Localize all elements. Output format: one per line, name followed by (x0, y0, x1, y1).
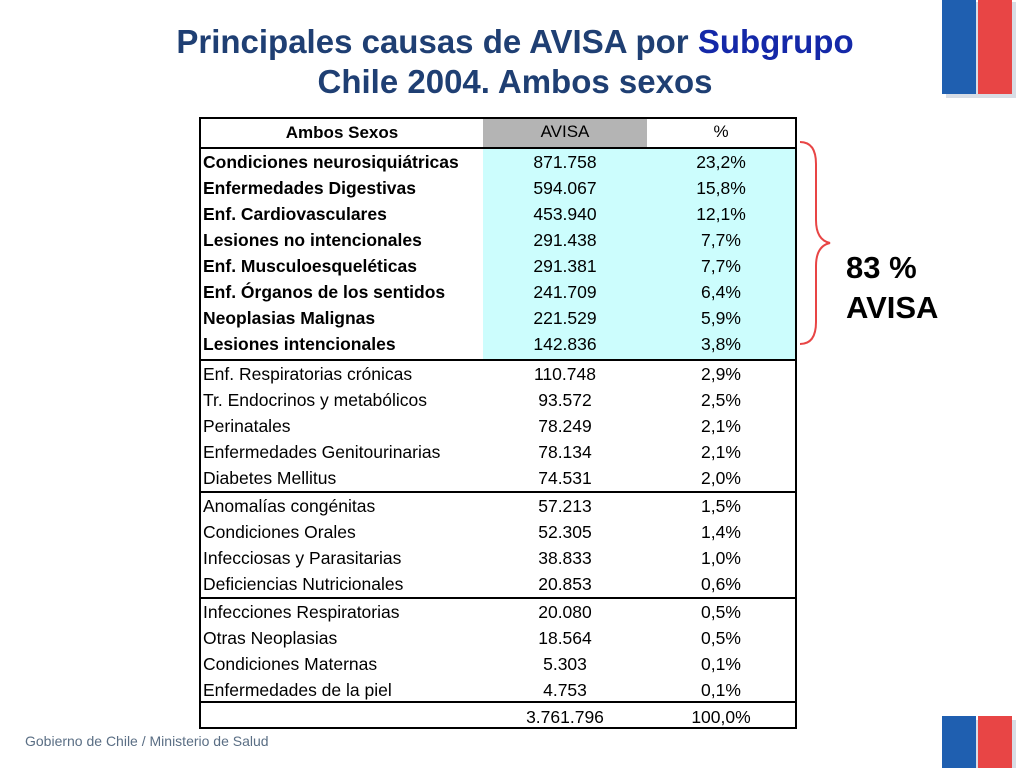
row-percent: 23,2% (696, 152, 746, 172)
table-row (201, 677, 795, 703)
row-percent: 12,1% (696, 204, 746, 224)
row-value: 221.529 (533, 308, 597, 328)
row-name: Condiciones Orales (203, 522, 356, 542)
row-percent: 3,8% (701, 334, 741, 354)
table-row (201, 331, 795, 357)
callout-line1: 83 % (846, 250, 917, 285)
row-name: Lesiones no intencionales (203, 230, 422, 250)
slide-title (60, 22, 970, 102)
avisa-table (199, 117, 797, 729)
table-row (201, 387, 795, 413)
row-value: 20.853 (538, 574, 592, 594)
row-value: 241.709 (533, 282, 597, 302)
row-value: 52.305 (538, 522, 592, 542)
row-percent: 6,4% (701, 282, 741, 302)
row-name: Enf. Cardiovasculares (203, 204, 387, 224)
row-name: Enfermedades Digestivas (203, 178, 417, 198)
row-value: 453.940 (533, 204, 597, 224)
row-value: 110.748 (534, 364, 596, 384)
row-percent: 2,1% (701, 442, 741, 462)
row-percent: 15,8% (696, 178, 746, 198)
table-row (201, 599, 795, 625)
row-name: Enf. Respiratorias crónicas (203, 364, 413, 384)
row-percent: 2,5% (701, 390, 741, 410)
row-percent: 1,0% (701, 548, 741, 568)
table-row (201, 227, 795, 253)
row-value: 20.080 (538, 602, 592, 622)
row-percent: 0,1% (701, 680, 741, 700)
row-percent: 0,6% (701, 574, 741, 594)
row-value: 38.833 (538, 548, 592, 568)
row-value: 5.303 (543, 654, 587, 674)
row-percent: 0,5% (701, 602, 741, 622)
table-row (201, 651, 795, 677)
row-name: Enfermedades de la piel (203, 680, 392, 700)
row-name: Enf. Órganos de los sentidos (203, 282, 446, 302)
row-value: 594.067 (533, 178, 597, 198)
row-name: Infecciosas y Parasitarias (203, 548, 402, 568)
footer-text: Gobierno de Chile / Ministerio de Salud (25, 733, 269, 749)
table-row (201, 305, 795, 331)
header-name: Ambos Sexos (285, 123, 399, 142)
row-name: Otras Neoplasias (203, 628, 338, 648)
table-row (201, 625, 795, 651)
callout-83-avisa (846, 248, 938, 328)
row-percent: 2,9% (701, 364, 741, 384)
row-percent: 7,7% (701, 230, 741, 250)
row-name: Enf. Musculoesqueléticas (203, 256, 417, 276)
callout-line2: AVISA (846, 290, 939, 325)
row-name: Anomalías congénitas (203, 496, 376, 516)
row-value: 93.572 (538, 390, 592, 410)
row-value: 4.753 (543, 680, 587, 700)
row-value: 18.564 (538, 628, 592, 648)
row-value: 142.836 (533, 334, 597, 354)
total-row (201, 705, 795, 729)
row-name: Lesiones intencionales (203, 334, 396, 354)
title-accent: Subgrupo (697, 23, 854, 60)
title-part1: Principales causas de AVISA por (176, 23, 698, 60)
row-name: Condiciones Maternas (203, 654, 378, 674)
table-row (201, 149, 795, 175)
header-percent: % (713, 122, 729, 141)
row-value: 78.249 (538, 416, 592, 436)
row-name: Neoplasias Malignas (203, 308, 376, 328)
row-name: Deficiencias Nutricionales (203, 574, 404, 594)
total-value: 3.761.796 (526, 707, 604, 727)
table-row (201, 175, 795, 201)
row-percent: 7,7% (701, 256, 741, 276)
row-name: Enfermedades Genitourinarias (203, 442, 441, 462)
table-row (201, 545, 795, 571)
total-divider (201, 701, 795, 703)
table-row (201, 439, 795, 465)
table-row (201, 201, 795, 227)
row-value: 291.438 (533, 230, 597, 250)
row-value: 871.758 (533, 152, 597, 172)
row-percent: 1,5% (701, 496, 741, 516)
table-row (201, 253, 795, 279)
table-row (201, 571, 795, 597)
row-name: Perinatales (203, 416, 291, 436)
table-row (201, 493, 795, 519)
table-row (201, 465, 795, 491)
row-percent: 0,5% (701, 628, 741, 648)
row-name: Diabetes Mellitus (203, 468, 337, 488)
row-name: Condiciones neurosiquiátricas (203, 152, 459, 172)
row-value: 57.213 (538, 496, 592, 516)
total-percent: 100,0% (691, 707, 751, 727)
row-name: Tr. Endocrinos y metabólicos (203, 390, 428, 410)
row-value: 74.531 (538, 468, 592, 488)
table-row (201, 279, 795, 305)
row-percent: 0,1% (701, 654, 741, 674)
row-value: 78.134 (538, 442, 592, 462)
title-part2: Chile 2004. Ambos sexos (317, 63, 713, 100)
table-row (201, 519, 795, 545)
row-percent: 2,0% (701, 468, 741, 488)
table-row (201, 413, 795, 439)
table-row (201, 361, 795, 387)
row-name: Infecciones Respiratorias (203, 602, 400, 622)
row-percent: 2,1% (701, 416, 741, 436)
row-percent: 1,4% (701, 522, 741, 542)
brace-icon (798, 140, 838, 346)
row-percent: 5,9% (701, 308, 741, 328)
table-header (201, 119, 795, 147)
header-value: AVISA (483, 119, 647, 147)
row-value: 291.381 (533, 256, 597, 276)
